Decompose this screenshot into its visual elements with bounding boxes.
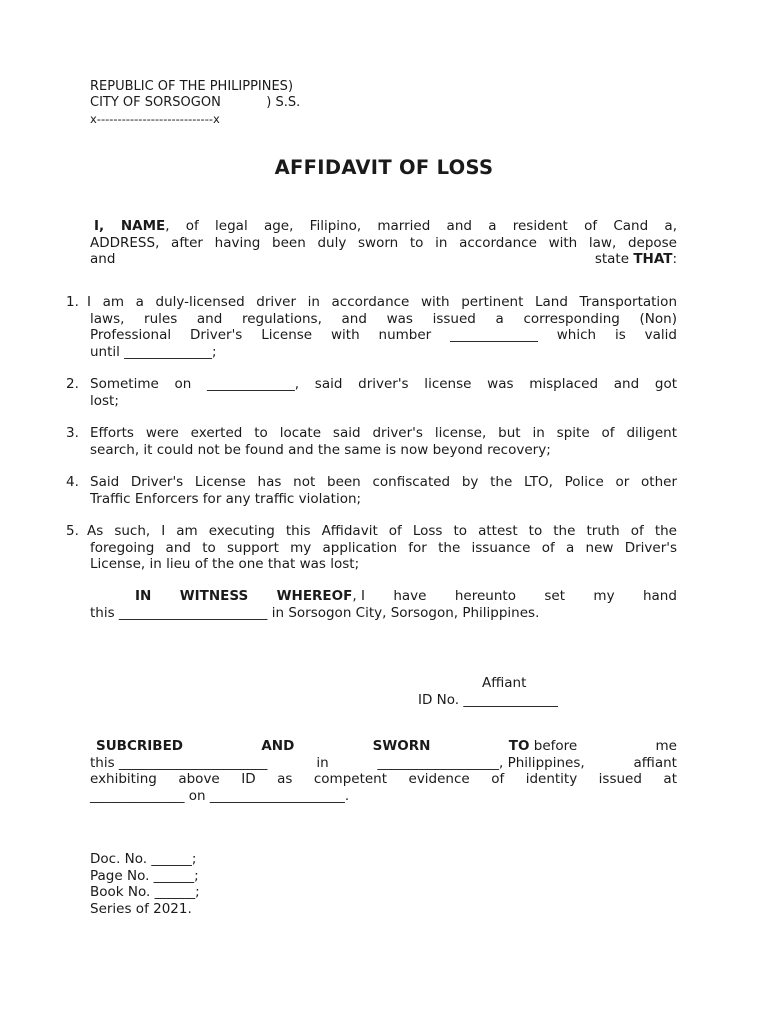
item-body	[87, 294, 677, 360]
item-line: Traffic Enforcers for any traffic violation;	[90, 490, 362, 507]
jurat-line-2	[90, 755, 677, 772]
witness-line-1	[90, 588, 677, 605]
item-line: Sometime on _____________, said driver's license was misplaced and got	[90, 376, 677, 392]
notarial-register	[90, 851, 200, 917]
id-number-field: ID No. ______________	[418, 692, 558, 708]
intro-line-3	[90, 251, 677, 268]
jurat-paragraph	[90, 738, 677, 804]
intro-and: and	[90, 251, 116, 267]
caption-divider: x----------------------------x	[90, 112, 220, 126]
caption-line-republic: REPUBLIC OF THE PHILIPPINES)	[90, 79, 294, 94]
item-body	[90, 474, 677, 507]
document-title: AFFIDAVIT OF LOSS	[274, 156, 494, 179]
item-line: laws, rules and regulations, and was issued a corresponding (Non)	[90, 310, 677, 327]
witness-line-2: this ______________________ in Sorsogon City, Sorsogon, Philippines.	[90, 604, 540, 621]
witness-whereof-word: WHEREOF	[276, 588, 353, 604]
caption-line-city: CITY OF SORSOGON ) S.S.	[90, 95, 301, 110]
item-line: foregoing and to support my application for the issuance of a new Driver's	[90, 539, 677, 556]
jurat-to-before	[509, 738, 577, 755]
item-line: search, it could not be found and the same is now beyond recovery;	[90, 441, 551, 458]
book-number: Book No. ______;	[90, 884, 200, 900]
jurat-line-3: exhibiting above ID as competent evidence of identity issued at	[90, 771, 677, 787]
item-line: Professional Driver's License with number _____________ which is valid	[90, 327, 677, 343]
series-year: Series of 2021.	[90, 900, 192, 917]
jurat-subscribed: SUBCRIBED	[96, 738, 184, 754]
intro-state-that	[595, 251, 677, 268]
witness-word: set	[544, 588, 566, 604]
item-number: 2.	[66, 376, 79, 392]
list-item	[66, 376, 677, 409]
intro-line-2: ADDRESS, after having been duly sworn to in accordance with law, depose	[90, 234, 677, 251]
item-number: 5.	[66, 523, 79, 539]
affiant-name: I, NAME	[94, 218, 166, 234]
page-number: Page No. ______;	[90, 867, 199, 884]
doc-number: Doc. No. ______;	[90, 851, 197, 867]
item-number: 4.	[66, 474, 79, 490]
witness-witness: WITNESS	[179, 588, 249, 604]
intro-state: state	[594, 251, 634, 267]
item-body	[90, 425, 677, 458]
list-item	[66, 474, 677, 507]
witness-word: hereunto	[454, 588, 516, 604]
jurat-line-4: ______________ on ____________________.	[90, 787, 350, 804]
jurat-this-blank: this ______________________	[90, 754, 268, 771]
item-line: I am a duly-licensed driver in accordance with pertinent Land Transportation	[87, 294, 677, 310]
item-line: As such, I am executing this Affidavit of Loss to attest to the truth of the	[87, 523, 677, 539]
item-line: License, in lieu of the one that was lost;	[90, 556, 360, 572]
item-line: lost;	[90, 392, 119, 409]
affiant-label: Affiant	[482, 675, 527, 691]
jurat-place-blank: __________________, Philippines,	[377, 754, 585, 771]
jurat-in: in	[316, 754, 329, 771]
witness-whereof	[277, 588, 365, 605]
jurat-line-1	[90, 738, 677, 755]
jurat-affiant: affiant	[633, 754, 677, 771]
intro-paragraph	[90, 218, 677, 268]
jurat-me: me	[655, 738, 677, 754]
list-item	[66, 425, 677, 458]
witness-word: have	[393, 588, 427, 604]
witness-in: IN	[135, 588, 152, 604]
intro-line-1-text: , of legal age, Filipino, married and a resident of Cand a,	[165, 218, 677, 234]
intro-colon: :	[672, 251, 677, 267]
witness-comma-i: , I	[352, 588, 365, 604]
item-line: until _____________;	[90, 343, 217, 360]
jurat-and: AND	[261, 738, 295, 754]
list-item	[66, 523, 677, 573]
item-number: 1.	[66, 294, 79, 310]
jurat-to: TO	[508, 738, 530, 754]
item-number: 3.	[66, 425, 79, 441]
intro-that: THAT	[633, 251, 673, 267]
witness-paragraph	[90, 588, 677, 621]
case-caption	[90, 79, 300, 127]
witness-word: hand	[642, 588, 677, 604]
witness-word: my	[593, 588, 615, 604]
list-item	[66, 294, 677, 360]
jurat-sworn: SWORN	[372, 738, 431, 754]
item-line: Efforts were exerted to locate said driver's license, but in spite of diligent	[90, 425, 677, 441]
item-line: Said Driver's License has not been confiscated by the LTO, Police or other	[90, 474, 677, 490]
intro-line-1	[90, 218, 677, 235]
jurat-before: before	[529, 738, 578, 754]
item-body	[90, 376, 677, 409]
item-body	[87, 523, 677, 573]
